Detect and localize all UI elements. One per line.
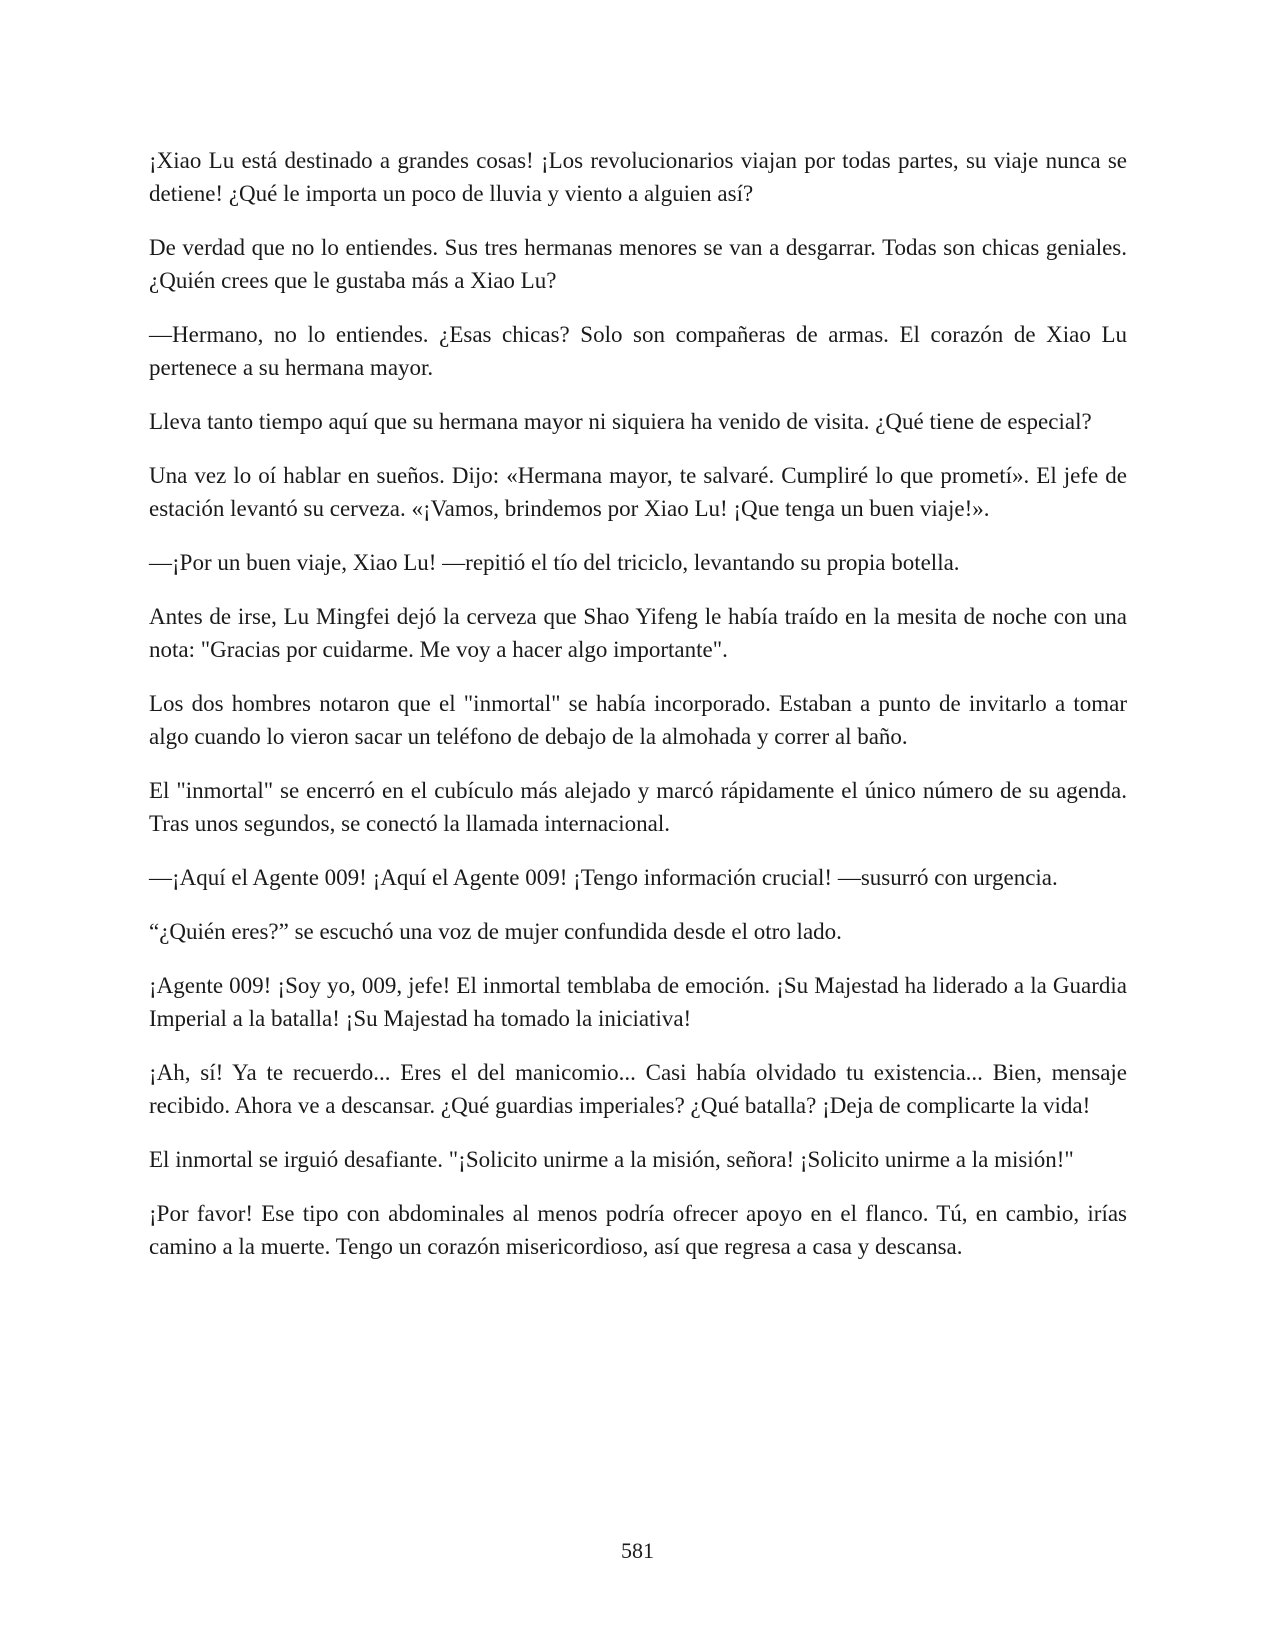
paragraph: —¡Aquí el Agente 009! ¡Aquí el Agente 009! ¡Tengo información crucial! —susurró con urgencia. [149,865,1058,890]
body-text [149,144,1127,1284]
paragraph: ¡Por favor! Ese tipo con abdominales al menos podría ofrecer apoyo en el flanco. Tú, en cambio, irías camino a la muerte. Tengo un corazón misericordioso, así que regresa a casa y descansa. [149,1201,1127,1259]
paragraph: “¿Quién eres?” se escuchó una voz de mujer confundida desde el otro lado. [149,919,842,944]
page-number: 581 [621,1538,654,1563]
paragraph: Lleva tanto tiempo aquí que su hermana mayor ni siquiera ha venido de visita. ¿Qué tiene de especial? [149,409,1092,434]
paragraph: El inmortal se irguió desafiante. "¡Solicito unirme a la misión, señora! ¡Solicito unirme a la misión!" [149,1147,1074,1172]
paragraph: ¡Ah, sí! Ya te recuerdo... Eres el del manicomio... Casi había olvidado tu existencia... Bien, mensaje recibido. Ahora ve a descansar. ¿Qué guardias imperiales? ¿Qué batalla? ¡Deja de complicarte la vida! [149,1060,1127,1118]
paragraph: ¡Xiao Lu está destinado a grandes cosas! ¡Los revolucionarios viajan por todas partes, su viaje nunca se detiene! ¿Qué le importa un poco de lluvia y viento a alguien así? [149,148,1127,206]
paragraph: Antes de irse, Lu Mingfei dejó la cerveza que Shao Yifeng le había traído en la mesita de noche con una nota: "Gracias por cuidarme. Me voy a hacer algo importante". [149,604,1127,662]
paragraph: ¡Agente 009! ¡Soy yo, 009, jefe! El inmortal temblaba de emoción. ¡Su Majestad ha liderado a la Guardia Imperial a la batalla! ¡Su Majestad ha tomado la iniciativa! [149,973,1127,1031]
paragraph: De verdad que no lo entiendes. Sus tres hermanas menores se van a desgarrar. Todas son chicas geniales. ¿Quién crees que le gustaba más a Xiao Lu? [149,235,1127,293]
paragraph: El "inmortal" se encerró en el cubículo más alejado y marcó rápidamente el único número de su agenda. Tras unos segundos, se conectó la llamada internacional. [149,778,1127,836]
paragraph: Una vez lo oí hablar en sueños. Dijo: «Hermana mayor, te salvaré. Cumpliré lo que prometí». El jefe de estación levantó su cerveza. «¡Vamos, brindemos por Xiao Lu! ¡Que tenga un buen viaje!». [149,463,1127,521]
paragraph: —¡Por un buen viaje, Xiao Lu! —repitió el tío del triciclo, levantando su propia botella. [149,550,960,575]
paragraph: —Hermano, no lo entiendes. ¿Esas chicas? Solo son compañeras de armas. El corazón de Xiao Lu pertenece a su hermana mayor. [149,322,1127,380]
paragraph: Los dos hombres notaron que el "inmortal" se había incorporado. Estaban a punto de invitarlo a tomar algo cuando lo vieron sacar un teléfono de debajo de la almohada y correr al baño. [149,691,1127,749]
